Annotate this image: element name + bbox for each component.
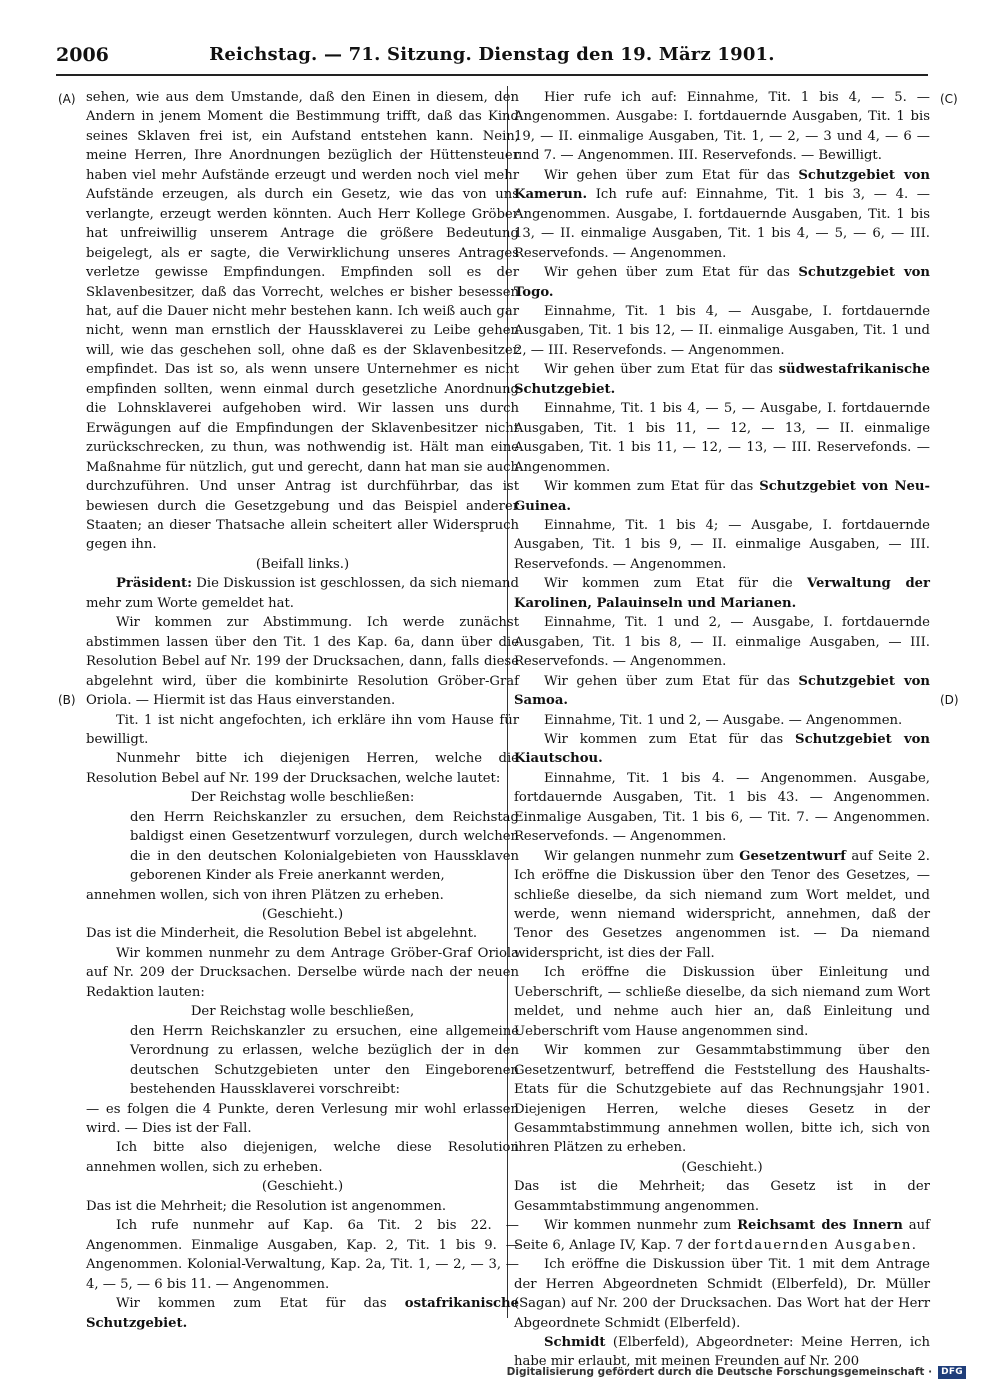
paragraph: Das ist die Mehrheit; die Resolution ist angenommen. xyxy=(86,1198,447,1214)
paragraph xyxy=(514,1216,930,1255)
quote-heading: Der Reichstag wolle beschließen: xyxy=(190,790,415,806)
paragraph: Einnahme, Tit. 1 und 2, — Ausgabe, I. fortdauernde Ausgaben, Tit. 1 bis 8, — II. einmalige Ausgaben, — III. Reservefonds. — Angenommen. xyxy=(514,615,930,670)
spaced-text: fortdauernden Ausgaben. xyxy=(714,1237,918,1253)
section-title: Schutzgebiet von Kiautschou. xyxy=(514,731,930,767)
paragraph xyxy=(514,730,930,769)
paragraph: Ich eröffne die Diskussion über Tit. 1 mit dem Antrage der Herren Abgeordneten Schmidt (Elberfeld), Dr. Müller (Sagan) auf Nr. 200 der Drucksachen. Das Wort hat der Herr Abgeordnete Schmidt (Elberfeld). xyxy=(514,1257,930,1331)
text-span: Wir kommen zum Etat für das xyxy=(544,479,760,495)
paragraph xyxy=(514,477,930,516)
page-header xyxy=(56,42,928,72)
stage-direction: (Geschieht.) xyxy=(261,1179,344,1195)
text-span: Wir gehen über zum Etat für das xyxy=(544,265,799,281)
header-rule xyxy=(56,74,928,76)
section-title: Schutzgebiet von Samoa. xyxy=(514,673,930,709)
paragraph: Einnahme, Tit. 1 bis 4, — Ausgabe, I. fortdauernde Ausgaben, Tit. 1 bis 12, — II. einmalige Ausgaben, Tit. 1 und 2, — III. Reservefonds. — Angenommen. xyxy=(514,303,930,358)
quote-heading: Der Reichstag wolle beschließen, xyxy=(190,1004,415,1020)
quote-text: den Herrn Reichskanzler zu ersuchen, dem Reichstag baldigst einen Gesetzentwurf vorzulegen, durch welchen die in den deutschen Kolonialgebieten von Haussklaven geborenen Kinder als Freie anerkannt werden, xyxy=(130,809,519,884)
paragraph: Nunmehr bitte ich diejenigen Herren, welche die Resolution Bebel auf Nr. 199 der Drucksachen, welche lautet: xyxy=(86,751,519,786)
section-title: Reichsamt des Innern xyxy=(737,1218,903,1234)
paragraph xyxy=(514,847,930,964)
speaker-name: Schmidt xyxy=(544,1335,606,1350)
paragraph xyxy=(86,1294,519,1333)
text-span: auf Seite 2. Ich eröffne die Diskussion über den Tenor des Gesetzes, — schließe dieselbe, da sich niemand zum Wort meldet, und werde, wenn niemand widerspricht, annehmen, daß der Tenor des Gesetzes angenommen ist. — Da niemand widerspricht, ist dies der Fall. xyxy=(514,848,930,961)
speaker-name: Präsident: xyxy=(116,576,193,592)
stage-direction: (Geschieht.) xyxy=(681,1159,763,1175)
text-span: Wir kommen zum Etat für das xyxy=(544,731,796,747)
section-title: südwestafrikanische Schutzgebiet. xyxy=(514,362,930,397)
paragraph: annehmen wollen, sich von ihren Plätzen zu erheben. xyxy=(86,887,444,903)
quote-text: den Herrn Reichskanzler zu ersuchen, eine allgemeine Verordnung zu erlassen, welche bezüglich der in den deutschen Schutzgebieten unter den Eingeborenen bestehenden Haussklaverei vorschreibt: xyxy=(130,1023,519,1098)
paragraph xyxy=(86,574,519,613)
text-span: Wir kommen zum Etat für die xyxy=(544,576,807,592)
dfg-logo: DFG xyxy=(938,1366,966,1379)
paragraph: Einnahme, Tit. 1 bis 4, — 5, — Ausgabe, I. fortdauernde Ausgaben, Tit. 1 bis 11, — 12, — 13, — II. einmalige Ausgaben, Tit. 1 bis 11, — 12, — 13, — III. Reservefonds. — Angenommen. xyxy=(514,401,930,475)
text-span: Wir gehen über zum Etat für das xyxy=(544,673,799,689)
text-span: Wir kommen nunmehr zum xyxy=(544,1218,738,1234)
margin-marker-c: (C) xyxy=(940,92,958,106)
stage-direction: (Geschieht.) xyxy=(261,907,344,923)
section-title: ostafrikanische Schutzgebiet. xyxy=(86,1296,519,1331)
section-title: Schutzgebiet von Togo. xyxy=(514,265,930,300)
running-head: Reichstag. — 71. Sitzung. Dienstag den 19. März 1901. xyxy=(209,44,775,65)
section-title: Schutzgebiet von Kamerun. xyxy=(514,167,930,203)
paragraph: sehen, wie aus dem Umstande, daß den Einen in diesem, den Andern in jenem Moment die Bestimmung trifft, daß das Kind seines Sklaven frei ist, ein Aufstand entstehen kann. Nein, meine Herren, Ihre Anordnungen bezüglich der Hüttensteuer haben viel mehr Aufstände erzeugt und werden noch viel mehr Aufstände erzeugen, als durch ein Gesetz, wie das von uns verlangte, erzeugt werden könnten. Auch Herr Kollege Gröber hat unfreiwillig unserem Antrage die größere Bedeutung beigelegt, als er sagte, die Verwirklichung unseres Antrages verletze gewisse Empfindungen. Empfinden soll es der Sklavenbesitzer, daß das Vorrecht, welches er bisher besessen hat, auf die Dauer nicht mehr bestehen kann. Ich weiß auch gar nicht, wenn man ernstlich der Haussklaverei zu Leibe gehen will, wie das geschehen soll, ohne daß es der Sklavenbesitzer empfindet. Das ist so, als wenn unsere Unternehmer es nicht empfinden sollten, wenn einmal durch gesetzliche Anordnung die Lohnsklaverei aufgehoben wird. Wir lassen uns durch Erwägungen auf die Empfindungen der Sklavenbesitzer nicht zurückschrecken, zu thun, was nothwendig ist. Hält man eine Maßnahme für nützlich, gut und gerecht, dann hat man sie auch durchzuführen. Und unser Antrag ist durchführbar, das ist bewiesen durch die Gesetzgebung und das Beispiel anderer Staaten; an dieser Thatsache allein scheitert aller Widerspruch gegen ihn. xyxy=(86,90,519,553)
text-span: Wir kommen zum Etat für das xyxy=(116,1296,405,1312)
paragraph: Wir kommen zur Gesammtabstimmung über den Gesetzentwurf, betreffend die Feststellung des Haushalts-Etats für die Schutzgebiete auf das Rechnungsjahr 1901. Diejenigen Herren, welche dieses Gesetz in der Gesammtabstimmung annehmen wollen, bitte ich, sich von ihren Plätzen zu erheben. xyxy=(514,1043,930,1156)
footer xyxy=(507,1365,966,1379)
page-number: 2006 xyxy=(56,44,109,66)
margin-marker-a: (A) xyxy=(58,92,76,106)
paragraph: Ich eröffne die Diskussion über Einleitung und Ueberschrift, — schließe dieselbe, da sich niemand zum Wort meldet, und nehme auch hier an, daß Einleitung und Ueberschrift vom Hause angenommen sind. xyxy=(514,965,930,1039)
paragraph: Wir kommen zur Abstimmung. Ich werde zunächst abstimmen lassen über den Tit. 1 des Kap. 6a, dann über die Resolution Bebel auf Nr. 199 der Drucksachen, dann, falls diese abgelehnt wird, über die kombinirte Resolution Gröber-Graf Oriola. — Hiermit ist das Haus einverstanden. xyxy=(86,615,519,709)
paragraph: — es folgen die 4 Punkte, deren Verlesung mir wohl erlassen wird. — Dies ist der Fall. xyxy=(86,1101,519,1137)
stage-direction: (Beifall links.) xyxy=(255,556,350,572)
paragraph xyxy=(514,166,930,263)
paragraph: Tit. 1 ist nicht angefochten, ich erkläre ihn vom Hause für bewilligt. xyxy=(86,712,519,747)
section-title: Schutzgebiet von Neu-Guinea. xyxy=(514,479,930,514)
paragraph xyxy=(514,360,930,399)
margin-marker-b: (B) xyxy=(58,693,76,707)
right-column xyxy=(514,88,930,1372)
paragraph: Das ist die Minderheit, die Resolution Bebel ist abgelehnt. xyxy=(86,926,478,942)
paragraph: Hier rufe ich auf: Einnahme, Tit. 1 bis 4, — 5. — Angenommen. Ausgabe: I. fortdauernde Ausgaben, Tit. 1 bis 19, — II. einmalige Ausgaben, Tit. 1, — 2, — 3 und 4, — 6 — und 7. — Angenommen. III. Reservefonds. — Bewilligt. xyxy=(514,90,930,164)
paragraph: Einnahme, Tit. 1 und 2, — Ausgabe. — Angenommen. xyxy=(544,712,903,728)
paragraph xyxy=(514,672,930,711)
text-span: auf Seite 6, Anlage IV, Kap. 7 der xyxy=(514,1218,930,1253)
margin-marker-d: (D) xyxy=(940,693,959,707)
speech-text: Die Diskussion ist geschlossen, da sich niemand mehr zum Worte gemeldet hat. xyxy=(86,576,519,611)
paragraph xyxy=(514,574,930,613)
paragraph: Ich bitte also diejenigen, welche diese Resolution annehmen wollen, sich zu erheben. xyxy=(86,1140,519,1175)
paragraph: Einnahme, Tit. 1 bis 4; — Ausgabe, I. fortdauernde Ausgaben, Tit. 1 bis 9, — II. einmalige Ausgaben, — III. Reservefonds. — Angenommen. xyxy=(514,517,930,572)
text-span: Ich rufe auf: Einnahme, Tit. 1 bis 3, — 4. — Angenommen. Ausgabe, I. fortdauernde Ausgaben, Tit. 1 bis 13, — II. einmalige Ausgaben, Tit. 1 bis 4, — 5, — 6, — III. Reservefonds. — Angenommen. xyxy=(514,187,930,261)
paragraph: Einnahme, Tit. 1 bis 4. — Angenommen. Ausgabe, fortdauernde Ausgaben, Tit. 1 bis 43. — Angenommen. Einmalige Ausgaben, Tit. 1 bis 6, — Tit. 7. — Angenommen. Reservefonds. — Angenommen. xyxy=(514,770,930,845)
text-span: Wir gehen über zum Etat für das xyxy=(544,167,799,183)
speech-text: (Elberfeld), Abgeordneter: Meine Herren, ich habe mir erlaubt, mit meinen Freunden auf Nr. 200 xyxy=(514,1335,930,1370)
section-title: Verwaltung der Karolinen, Palauinseln und Marianen. xyxy=(514,576,930,611)
section-title: Gesetzentwurf xyxy=(739,848,846,864)
paragraph: Ich rufe nunmehr auf Kap. 6a Tit. 2 bis 22. — Angenommen. Einmalige Ausgaben, Kap. 2, Tit. 1 bis 9. — Angenommen. Kolonial-Verwaltung, Kap. 2a, Tit. 1, — 2, — 3, — 4, — 5, — 6 bis 11. — Angenommen. xyxy=(86,1218,519,1292)
paragraph: Wir kommen nunmehr zu dem Antrage Gröber-Graf Oriola auf Nr. 209 der Drucksachen. Derselbe würde nach der neuen Redaktion lauten: xyxy=(86,945,519,1000)
footer-text: Digitalisierung gefördert durch die Deutsche Forschungsgemeinschaft · xyxy=(506,1366,933,1378)
text-span: Wir gelangen nunmehr zum xyxy=(544,848,740,864)
paragraph: Das ist die Mehrheit; das Gesetz ist in der Gesammtabstimmung angenommen. xyxy=(514,1179,930,1214)
paragraph xyxy=(514,263,930,302)
left-column xyxy=(86,88,519,1333)
text-span: Wir gehen über zum Etat für das xyxy=(544,362,779,378)
